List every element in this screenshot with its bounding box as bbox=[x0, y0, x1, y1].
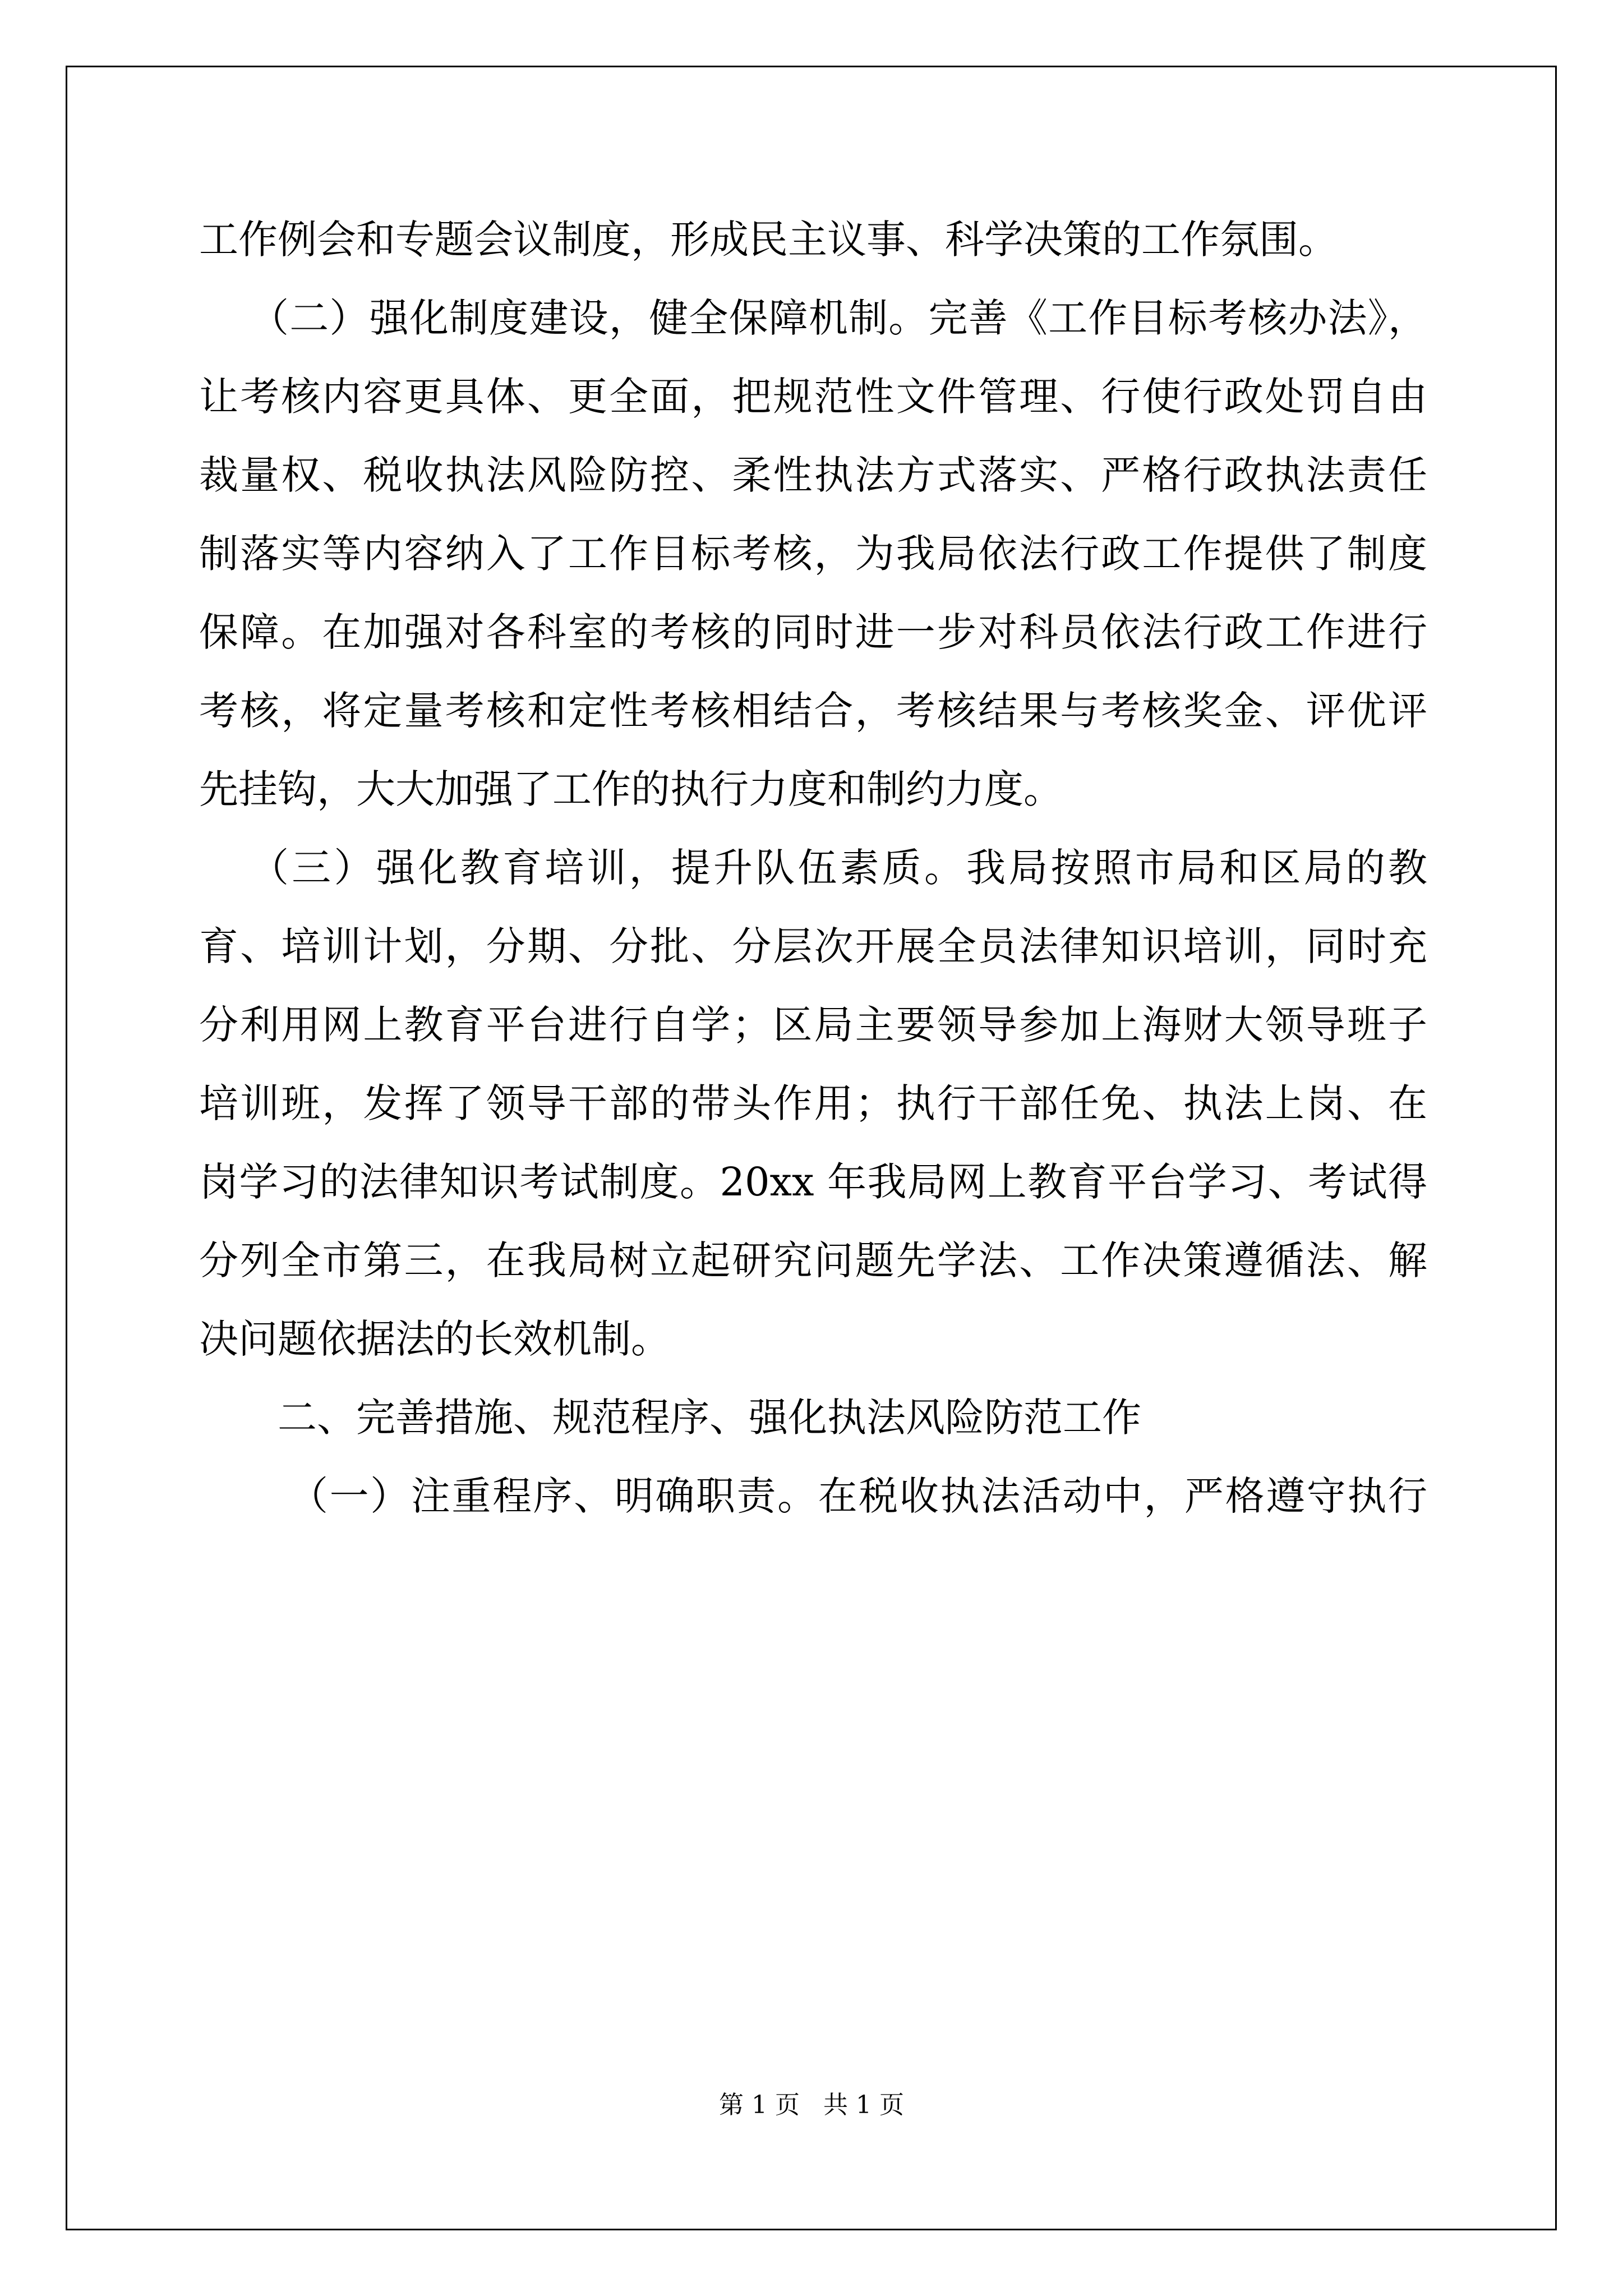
text-line: 育、培训计划，分期、分批、分层次开展全员法律知识培训，同时充 bbox=[199, 923, 1427, 969]
text-line: （三）强化教育培训，提升队伍素质。我局按照市局和区局的教 bbox=[250, 845, 1427, 891]
text-line: 培训班，发挥了领导干部的带头作用；执行干部任免、执法上岗、在 bbox=[199, 1080, 1427, 1126]
text-line: 工作例会和专题会议制度，形成民主议事、科学决策的工作氛围。 bbox=[199, 217, 1338, 263]
text-line: （一）注重程序、明确职责。在税收执法活动中，严格遵守执行 bbox=[289, 1473, 1427, 1519]
text-line: 裁量权、税收执法风险防控、柔性执法方式落实、严格行政执法责任 bbox=[199, 452, 1427, 498]
text-line: 岗学习的法律知识考试制度。20xx 年我局网上教育平台学习、考试得 bbox=[199, 1159, 1427, 1205]
text-line: 先挂钩，大大加强了工作的执行力度和制约力度。 bbox=[199, 766, 1063, 812]
text-line: （二）强化制度建设，健全保障机制。完善《工作目标考核办法》， bbox=[250, 295, 1427, 341]
page-footer: 第 1 页 共 1 页 bbox=[719, 2091, 904, 2119]
text-line: 决问题依据法的长效机制。 bbox=[199, 1316, 670, 1362]
text-line: 让考核内容更具体、更全面，把规范性文件管理、行使行政处罚自由 bbox=[199, 374, 1427, 420]
text-line: 制落实等内容纳入了工作目标考核，为我局依法行政工作提供了制度 bbox=[199, 531, 1427, 577]
text-line: 考核，将定量考核和定性考核相结合，考核结果与考核奖金、评优评 bbox=[199, 688, 1427, 734]
text-line: 分列全市第三，在我局树立起研究问题先学法、工作决策遵循法、解 bbox=[199, 1237, 1427, 1283]
section-heading: 二、完善措施、规范程序、强化执法风险防范工作 bbox=[278, 1395, 1141, 1441]
text-line: 保障。在加强对各科室的考核的同时进一步对科员依法行政工作进行 bbox=[199, 609, 1427, 655]
text-line: 分利用网上教育平台进行自学；区局主要领导参加上海财大领导班子 bbox=[199, 1002, 1427, 1048]
